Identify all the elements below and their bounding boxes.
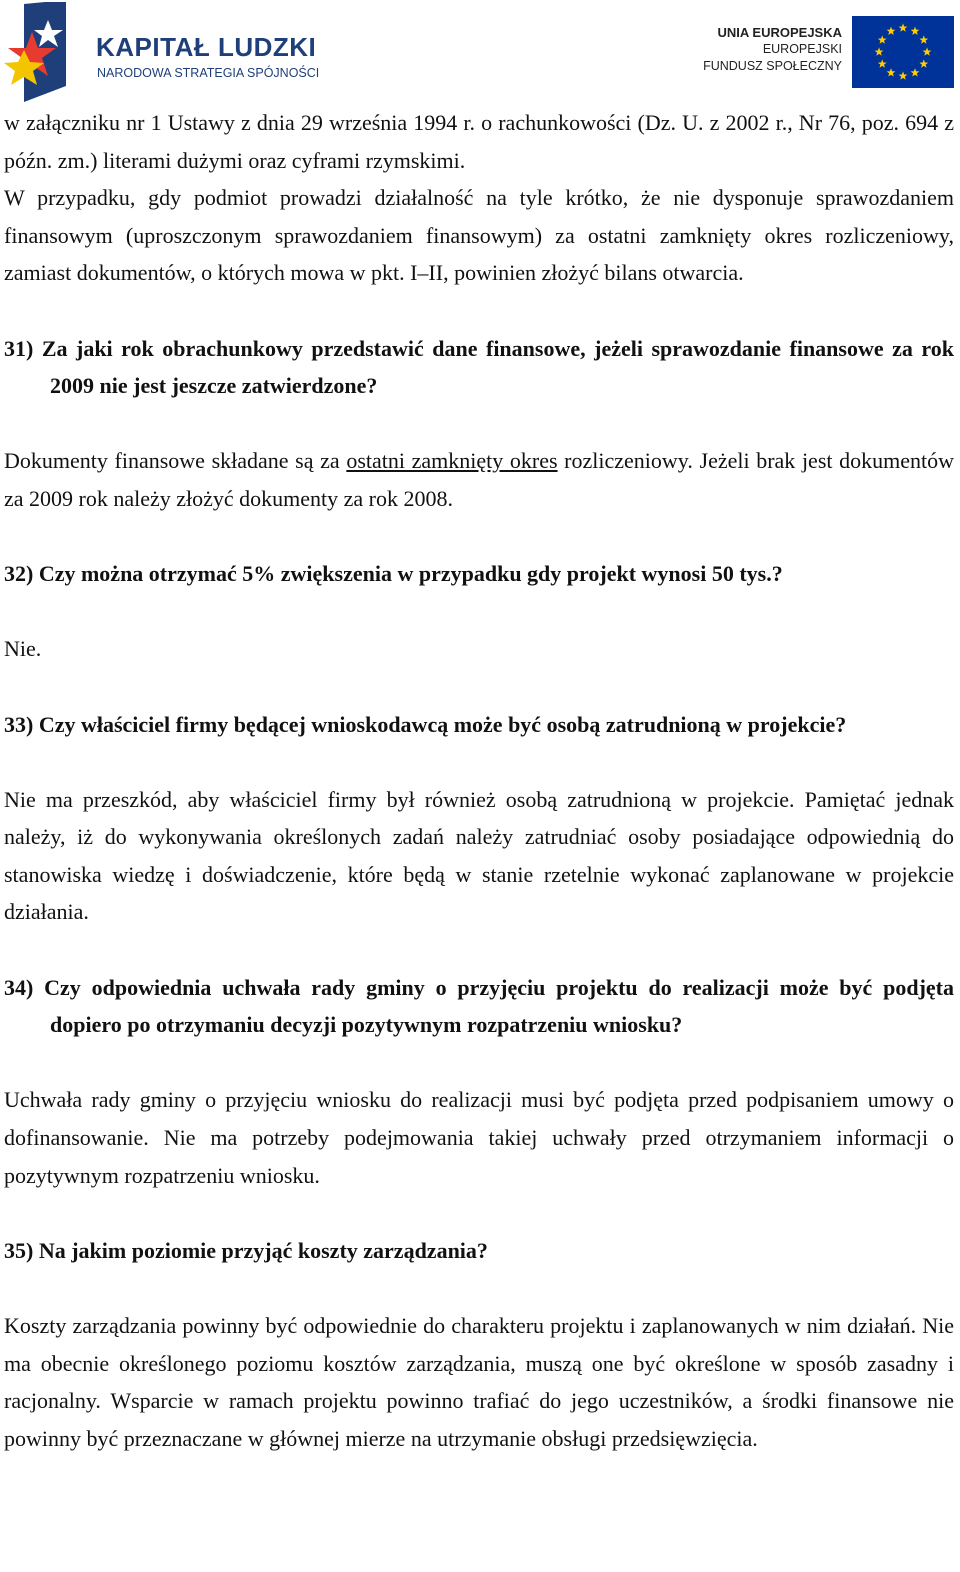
question-33: 33) Czy właściciel firmy będącej wnioskodawcą może być osobą zatrudnioną w projekcie? [4, 711, 847, 737]
page-header [0, 0, 960, 104]
intro-paragraph-2: W przypadku, gdy podmiot prowadzi działalność na tyle krótko, że nie dysponuje sprawozdaniem finansowym (uproszczonym sprawozdaniem finansowym) za ostatni zamknięty okres rozliczeniowy, zamiast dokumentów, o których mowa w pkt. I–II, powinien złożyć bilans otwarcia. [4, 185, 954, 286]
answer-32: Nie. [4, 636, 42, 662]
answer-31-post: rozliczeniowy. Jeżeli brak jest dokumentów za 2009 rok należy złożyć dokumenty za rok 2008. [4, 448, 955, 511]
eu-logo-text [703, 24, 842, 75]
kapital-ludzki-title: KAPITAŁ LUDZKI [96, 32, 317, 62]
answer-33: Nie ma przeszkód, aby właściciel firmy był również osobą zatrudnioną w projekcie. Pamiętać jednak należy, iż do wykonywania określonych zadań należy zatrudniać osoby posiadające odpowiednią do stanowiska wiedzę i doświadczenie, które będą w stanie rzetelnie wykonać zaplanowane w projekcie działania. [4, 786, 954, 925]
eu-flag-icon [852, 16, 954, 88]
question-34: 34) Czy odpowiednia uchwała rady gminy o przyjęciu projektu do realizacji może być podjęta dopiero po otrzymaniu decyzji pozytywnym rozpatrzeniu wniosku? [4, 974, 954, 1038]
answer-31-underlined: ostatni zamknięty okres [346, 448, 558, 474]
kapital-ludzki-star-icon [4, 2, 84, 102]
kapital-ludzki-subtitle: NARODOWA STRATEGIA SPÓJNOŚCI [97, 66, 320, 80]
question-31: 31) Za jaki rok obrachunkowy przedstawić dane finansowe, jeżeli sprawozdanie finansowe za rok 2009 nie jest jeszcze zatwierdzone? [4, 335, 954, 399]
eu-line2: EUROPEJSKI [762, 42, 842, 56]
eu-line1: UNIA EUROPEJSKA [717, 25, 842, 40]
answer-31 [4, 442, 954, 517]
intro-paragraph-1: w załączniku nr 1 Ustawy z dnia 29 września 1994 r. o rachunkowości (Dz. U. z 2002 r., Nr 76, poz. 694 z późn. zm.) literami dużymi oraz cyframi rzymskimi. [4, 110, 954, 173]
eu-line3: FUNDUSZ SPOŁECZNY [703, 59, 842, 73]
answer-34: Uchwała rady gminy o przyjęciu wniosku do realizacji musi być podjęta przed podpisaniem umowy o dofinansowanie. Nie ma potrzeby podejmowania takiej uchwały przed otrzymaniem informacji o pozytywnym rozpatrzeniu wniosku. [4, 1087, 954, 1188]
answer-35: Koszty zarządzania powinny być odpowiednie do charakteru projektu i zaplanowanych w nim działań. Nie ma obecnie określonego poziomu kosztów zarządzania, muszą one być określone w sposób zasadny i racjonalny. Wsparcie w ramach projektu powinno trafiać do jego uczestników, a środki finansowe nie powinny być przeznaczane w głównej mierze na utrzymanie obsługi przedsięwzięcia. [4, 1313, 954, 1451]
document-body [4, 104, 954, 1457]
answer-31-pre: Dokumenty finansowe składane są za [4, 448, 347, 474]
eu-logo [700, 14, 954, 88]
question-35: 35) Na jakim poziomie przyjąć koszty zarządzania? [4, 1237, 488, 1263]
kapital-ludzki-logo [4, 2, 324, 102]
question-32: 32) Czy można otrzymać 5% zwiększenia w przypadku gdy projekt wynosi 50 tys.? [4, 561, 783, 587]
